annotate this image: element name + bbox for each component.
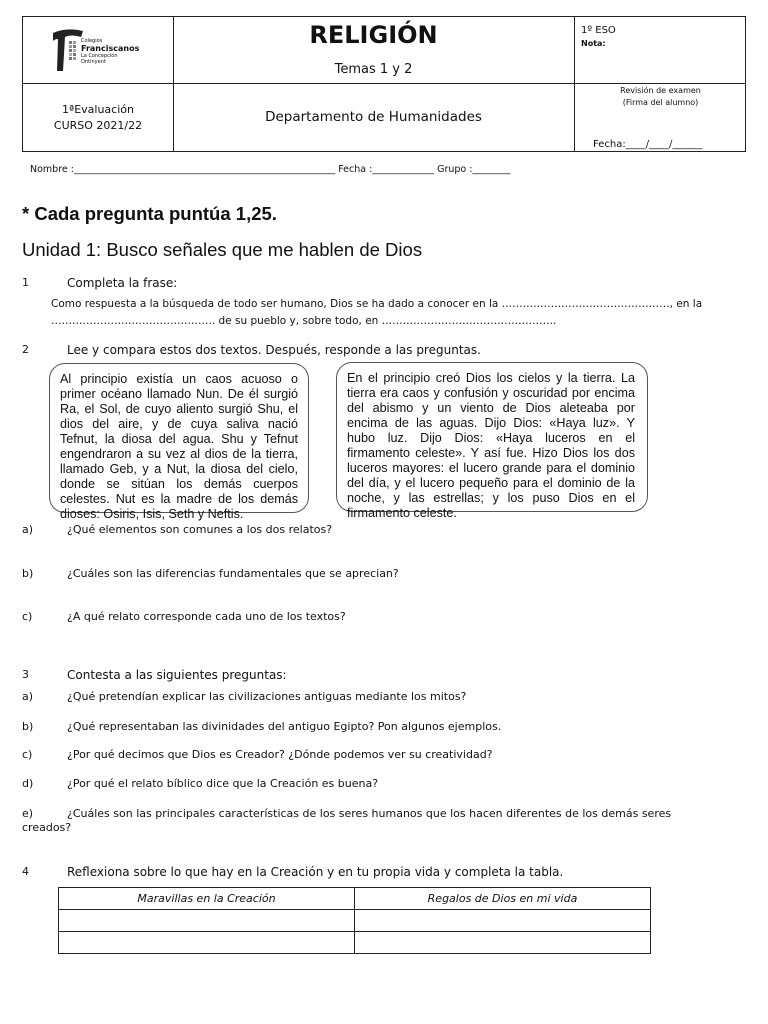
question-item: ¿Por qué el relato bíblico dice que la Creación es buena? [67,777,379,790]
logo-line: Ontinyent [81,59,106,65]
fill-in-line[interactable]: ……………………………………….. de su pueblo y, sobre todo, en ………………………………………….. [51,315,557,327]
table-header-cell: Regalos de Dios en mi vida [355,888,651,910]
logo-emblem-icon [51,27,85,73]
item-label: a) [22,690,34,703]
header-divider [23,83,745,84]
table-cell[interactable] [59,910,355,932]
logo-line: Colegios [81,38,103,44]
header-divider [574,17,575,151]
question-number: 4 [22,865,29,878]
text-box-egyptian-myth: Al principio existía un caos acuoso o primer océano llamado Nun. De él surgió Ra, el Sol, de cuyo aliento surgió Shu, el dios del aire, y de cuya saliva nació Tefnut, la diosa del agua. Shu y Tefnut engendraron a su vez al dios de la tierra, llamado Geb, y a Nut, la diosa del cielo, donde se sitúan los demás cuerpos celestes. Nut es la madre de los demás dioses: Osiris, Isis, Seth y Neftis. [49,363,309,513]
item-label: d) [22,777,34,790]
topics: Temas 1 y 2 [334,62,413,77]
logo-line: La Concepción [81,53,118,59]
table-cell[interactable] [355,932,651,954]
table-row[interactable] [59,910,651,932]
score-note: * Cada pregunta puntúa 1,25. [22,203,277,224]
question-item: ¿Cuáles son las diferencias fundamentales que se aprecian? [67,567,399,580]
question-item: ¿Qué representaban las divinidades del antiguo Egipto? Pon algunos ejemplos. [67,720,502,733]
evaluation: 1ªEvaluación [62,103,134,116]
grade-note-label: Nota: [581,39,606,48]
question-prompt: Lee y compara estos dos textos. Después, responde a las preguntas. [67,343,481,357]
question-item: ¿Cuáles son las principales características de los seres humanos que los hacen diferentes de los demás seres [67,807,672,820]
logo-line: Franciscanos [81,44,140,53]
question-number: 1 [22,276,29,289]
table-row[interactable] [59,932,651,954]
item-label: e) [22,807,34,820]
item-label: c) [22,748,33,761]
question-item: ¿A qué relato corresponde cada uno de los textos? [67,610,346,623]
item-label: b) [22,720,34,733]
unit-title: Unidad 1: Busco señales que me hablen de Dios [22,239,423,260]
fill-in-line[interactable]: Como respuesta a la búsqueda de todo ser humano, Dios se ha dado a conocer en la …………………………………………, en la [51,298,703,310]
student-info-line[interactable]: Nombre :_______________________________________________________ Fecha :_____________ Grupo :________ [30,164,511,175]
question-item: ¿Por qué decimos que Dios es Creador? ¿Dónde podemos ver su creatividad? [67,748,493,761]
table-cell[interactable] [355,910,651,932]
question-item: ¿Qué elementos son comunes a los dos relatos? [67,523,333,536]
evaluation-info [23,102,173,134]
question-number: 3 [22,668,29,681]
question-prompt: Contesta a las siguientes preguntas: [67,668,287,682]
question-prompt: Completa la frase: [67,276,178,290]
subject-title: RELIGIÓN [309,21,438,49]
review-label: Revisión de examen [620,86,701,95]
item-label: a) [22,523,34,536]
logo-text [81,38,139,65]
question-number: 2 [22,343,29,356]
date-field[interactable]: Fecha:____/____/______ [593,139,703,150]
department: Departamento de Humanidades [265,109,482,125]
question-item-continued: creados? [22,821,72,834]
creation-table [58,887,651,954]
item-label: c) [22,610,33,623]
exam-header [22,16,746,152]
signature-label: (Firma del alumno) [622,98,699,107]
grade-level: 1º ESO [581,25,616,36]
review-box [574,85,747,109]
text-box-genesis: En el principio creó Dios los cielos y la tierra. La tierra era caos y confusión y oscuridad por encima del abismo y un viento de Dios aleteaba por encima de las aguas. Dijo Dios: «Haya luz». Y hubo luz. Dijo Dios: «Haya luceros en el firmamento celeste». Y así fue. Hizo Dios los dos luceros mayores: el lucero grande para el dominio del día, y el lucero pequeño para el dominio de la noche, y las estrellas; y los puso Dios en el firmamento celeste. [336,362,648,512]
course-year: CURSO 2021/22 [53,119,143,132]
question-prompt: Reflexiona sobre lo que hay en la Creación y en tu propia vida y completa la tabla. [67,865,564,879]
item-label: b) [22,567,34,580]
table-header-row [59,888,651,910]
school-logo [51,25,151,75]
table-header-cell: Maravillas en la Creación [59,888,355,910]
table-cell[interactable] [59,932,355,954]
question-item: ¿Qué pretendían explicar las civilizaciones antiguas mediante los mitos? [67,690,467,703]
